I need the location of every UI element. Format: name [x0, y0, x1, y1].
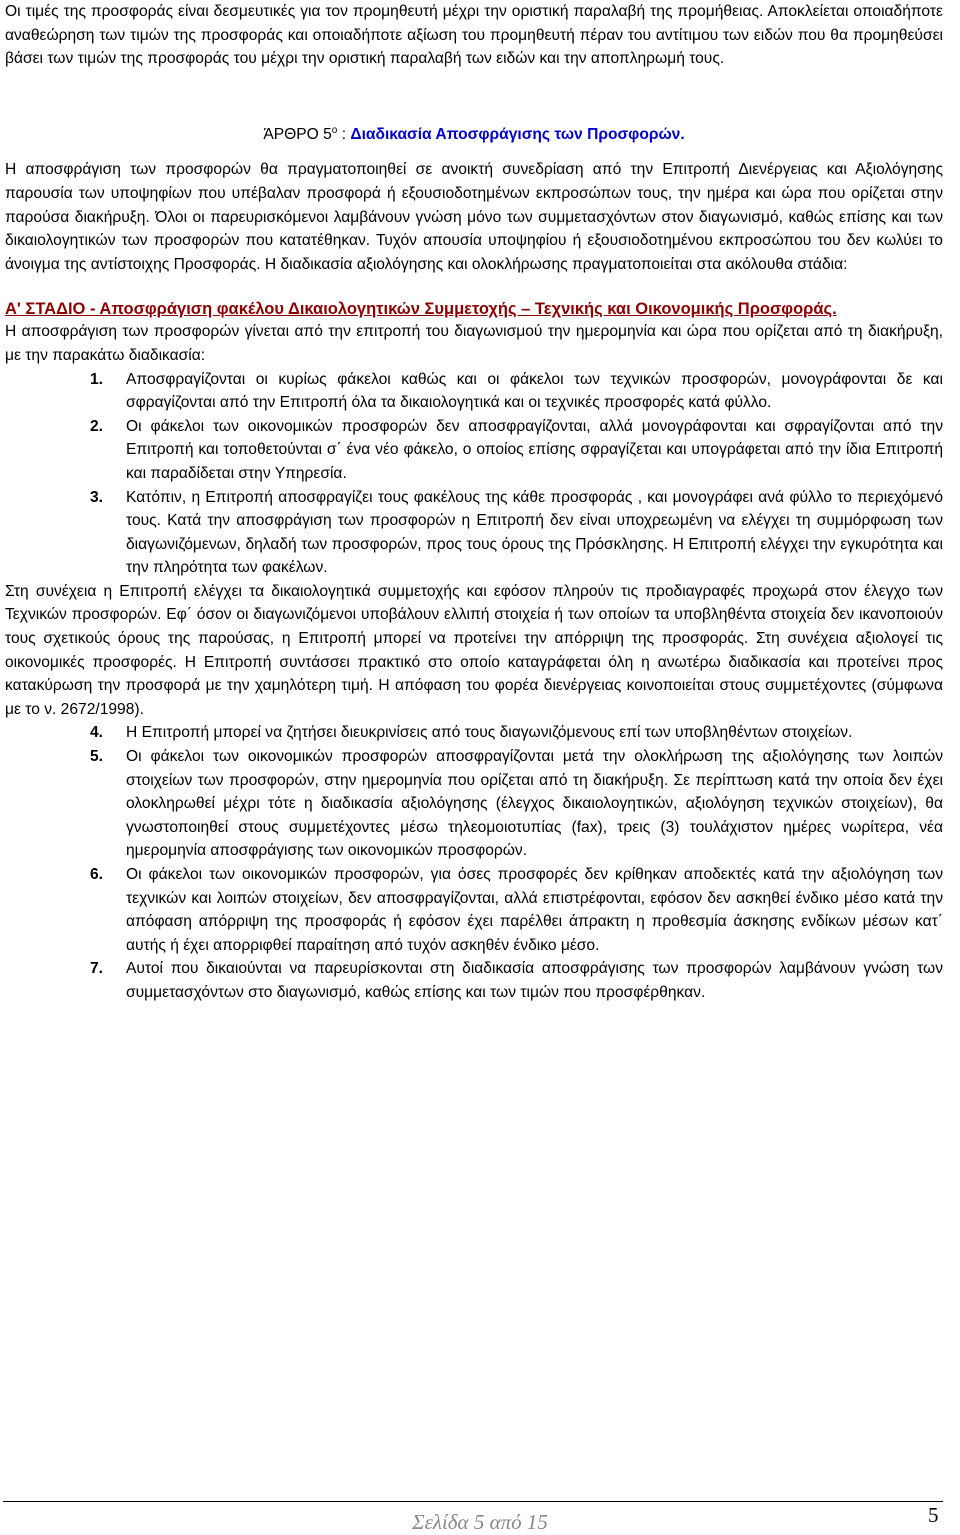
list-item: [5, 415, 943, 486]
steps-list-b: [5, 721, 943, 1004]
list-item: [5, 368, 943, 415]
article-separator: :: [337, 125, 351, 143]
opening-paragraph: Η αποσφράγιση των προσφορών γίνεται από την επιτροπή του διαγωνισμού την ημερομηνία και ώρα που ορίζεται από τη διακήρυξη, με την παρακάτω διαδικασία:: [5, 323, 943, 364]
list-item: [5, 486, 943, 580]
list-item: [5, 863, 943, 957]
list-item-text: Οι φάκελοι των οικονομικών προσφορών δεν αποσφραγίζονται, αλλά μονογράφονται και σφραγίζονται από την Επιτροπή και τοποθετούνται σ΄ ένα νέο φάκελο, ο οποίος επίσης σφραγίζεται και υπογράφεται από την ίδια Επιτροπή και παραδίδεται στην Υπηρεσία.: [126, 417, 943, 482]
footer-divider: [3, 1501, 943, 1502]
article-title: Διαδικασία Αποσφράγισης των Προσφορών.: [350, 125, 685, 143]
document-page: [5, 0, 943, 1005]
list-item-text: Αυτοί που δικαιούνται να παρευρίσκονται στη διαδικασία αποσφράγισης των προσφορών λαμβάνουν γνώση των συμμετασχόντων στο διαγωνισμό, καθώς επίσης και των τιμών που προσφέρθηκαν.: [126, 960, 943, 1001]
list-item-text: Κατόπιν, η Επιτροπή αποσφραγίζει τους φακέλους της κάθε προσφοράς , και μονογράφει ανά φύλλο το περιεχόμενό τους. Κατά την αποσφράγιση των προσφορών η Επιτροπή δεν είναι υποχρεωμένη να ελέγχει τη συμμόρφωση των διαγωνιζόμενων, δηλαδή των προσφορών, προς τους όρους της Πρόσκλησης. Η Επιτροπή ελέγχει την εγκυρότητα και την πληρότητα των φακέλων.: [126, 488, 943, 577]
list-item-number: 7.: [90, 960, 104, 978]
list-item-text: Αποσφραγίζονται οι κυρίως φάκελοι καθώς και οι φάκελοι των τεχνικών προσφορών, μονογράφονται δε και σφραγίζονται από την Επιτροπή όλα τα δικαιολογητικά και οι τεχνικές προσφορές κατά φύλλο.: [126, 370, 943, 412]
list-item-number: 3.: [90, 488, 104, 506]
list-item: [5, 957, 943, 1004]
procedure-paragraph: Η αποσφράγιση των προσφορών θα πραγματοποιηθεί σε ανοικτή συνεδρίαση από την Επιτροπή Διενέργειας και Αξιολόγησης παρουσία των υποψηφίων που υπέβαλαν προσφορά ή εξουσιοδοτημένων εκπροσώπων τους, την ημέρα και ώρα που ορίζεται στην παρούσα διακήρυξη. Όλοι οι παρευρισκόμενοι λαμβάνουν γνώση μόνο των συμμετασχόντων στον διαγωνισμό, καθώς επίσης και των δικαιολογητικών των προσφορών που κατατέθηκαν. Τυχόν απουσία υποψηφίου ή εξουσιοδοτημένου εκπροσώπου του δεν κωλύει το άνοιγμα της αντίστοιχης Προσφοράς. Η διαδικασία αξιολόγησης και ολοκλήρωσης πραγματοποιείται στα ακόλουθα στάδια:: [5, 161, 943, 273]
list-item-text: Η Επιτροπή μπορεί να ζητήσει διευκρινίσεις από τους διαγωνιζόμενους επί των υποβληθέντων στοιχείων.: [126, 724, 853, 742]
list-item: [5, 721, 943, 745]
list-item-number: 2.: [90, 417, 104, 435]
list-item-text: Οι φάκελοι των οικονομικών προσφορών, για όσες προσφορές δεν κρίθηκαν αποδεκτές κατά την αξιολόγηση των τεχνικών και λοιπών στοιχείων, δεν αποσφραγίζονται, αλλά επιστρέφονται, εφόσον δεν ασκηθεί ένδικο μέσο κατά την απόφαση απόρριψη της προσφοράς ή εφόσον έχει παρέλθει άπρακτη η προθεσμία άσκησης ενδίκων μέσων κατ΄ αυτής ή έχει απορριφθεί παραίτηση από τυχόν ασκηθέν ένδικο μέσο.: [126, 866, 943, 954]
list-item-number: 4.: [90, 724, 104, 742]
list-item-number: 6.: [90, 866, 104, 883]
article-prefix: ΆΡΘΡΟ 5: [263, 125, 332, 143]
page-number: 5: [928, 1503, 939, 1527]
evaluation-paragraph: Στη συνέχεια η Επιτροπή ελέγχει τα δικαιολογητικά συμμετοχής και εφόσον πληρούν τις προδιαγραφές προχωρά στον έλεγχο των Τεχνικών προσφορών. Εφ΄ όσον οι διαγωνιζόμενοι υποβάλουν ελλιπή στοιχεία ή των οποίων τα υποβληθέντα στοιχεία δεν ικανοποιούν τους σχετικούς όρους της παρούσας, η Επιτροπή μπορεί να προτείνει την απόρριψη της προσφοράς. Στη συνέχεια αξιολογεί τις οικονομικές προσφορές. Η Επιτροπή συντάσσει πρακτικό στο οποίο καταγράφεται όλη η ανωτέρω διαδικασία και προτείνει προς κατακύρωση την προσφορά με την χαμηλότερη τιμή. Η απόφαση του φορέα διενέργειας κοινοποιείται στους συμμετέχοντες (σύμφωνα με το ν. 2672/1998).: [5, 582, 943, 718]
article-heading: [5, 119, 943, 147]
list-item: [5, 745, 943, 863]
intro-paragraph: Οι τιμές της προσφοράς είναι δεσμευτικές για τον προμηθευτή μέχρι την οριστική παραλαβή της προμήθειας. Αποκλείεται οποιαδήποτε αναθεώρηση των τιμών της προσφοράς και οποιαδήποτε αξίωση του προμηθευτή πέραν του αντίτιμου των ειδών που θα προμηθεύσει βάσει των τιμών της προσφοράς του μέχρι την οριστική παραλαβή των ειδών και την αποπληρωμή τους.: [5, 3, 943, 68]
stage-heading: Α' ΣΤΑΔΙΟ - Αποσφράγιση φακέλου Δικαιολογητικών Συμμετοχής – Τεχνικής και Οικονομικής Προσφοράς.: [5, 300, 837, 319]
list-item-number: 1.: [90, 370, 104, 388]
footer-page-label: Σελίδα 5 από 15: [412, 1510, 548, 1534]
steps-list-a: [5, 368, 943, 580]
list-item-text: Οι φάκελοι των οικονομικών προσφορών αποσφραγίζονται μετά την ολοκλήρωση της αξιολόγησης των λοιπών στοιχείων των προσφορών, στην ημερομηνία που ορίζεται από τη διακήρυξη. Σε περίπτωση κατά την οποία δεν έχει ολοκληρωθεί μέχρι τότε η διαδικασία αξιολόγησης (έλεγχος δικαιολογητικών, αξιολόγηση τεχνικών στοιχείων), θα γνωστοποιηθεί στους συμμετέχοντες μέσω τηλεομοιοτυπίας (fax), τρεις (3) τουλάχιστον ημέρες νωρίτερα, νέα ημερομηνία αποσφράγισης των οικονομικών προσφορών.: [126, 748, 943, 860]
list-item-number: 5.: [90, 748, 104, 766]
article-superscript: ο: [331, 124, 338, 136]
